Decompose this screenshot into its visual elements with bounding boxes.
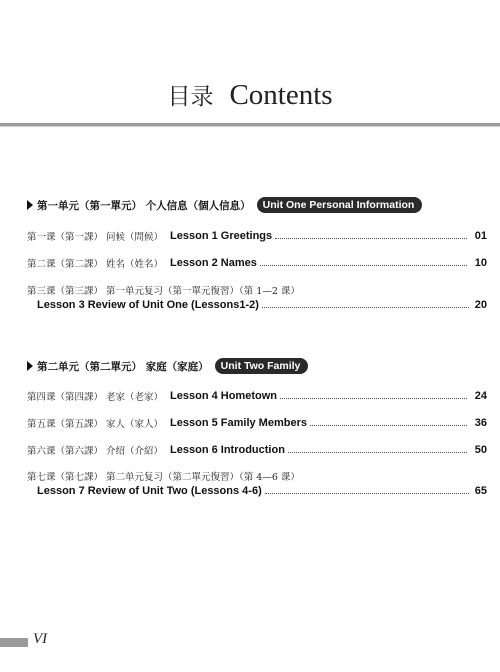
lesson-title-chinese: 第五课（第五課） 家人（家人）: [27, 419, 164, 430]
page-number: 50: [474, 444, 487, 456]
lesson-title-english: Lesson 1 Greetings: [170, 230, 273, 242]
dot-leader: [260, 265, 467, 266]
toc-entry-lesson-6[interactable]: [27, 442, 487, 458]
folio-page-number: VI: [33, 631, 48, 647]
page-number: 01: [474, 230, 487, 242]
unit-heading-2[interactable]: [27, 357, 308, 375]
toc-entry-lesson-2[interactable]: [27, 255, 487, 271]
lesson-title-chinese: 第二课（第二課） 姓名（姓名）: [27, 259, 164, 270]
lesson-title-english: Lesson 7 Review of Unit Two (Lessons 4-6): [37, 485, 262, 497]
dot-leader: [310, 425, 467, 426]
lesson-title-english: Lesson 3 Review of Unit One (Lessons1-2): [37, 299, 259, 311]
dot-leader: [262, 307, 469, 308]
title-english: Contents: [229, 79, 333, 111]
toc-entry-lesson-3-chinese: 第三课（第三課） 第一单元复习（第一單元復習）（第 1—2 课）: [27, 286, 300, 297]
toc-entry-lesson-7-chinese: 第七课（第七課） 第二单元复习（第二單元復習）（第 4—6 课）: [27, 472, 300, 483]
triangle-bullet-icon: [27, 361, 33, 371]
unit-heading-badge: Unit Two Family: [215, 358, 309, 374]
lesson-title-english: Lesson 5 Family Members: [170, 417, 307, 429]
page-number: 65: [474, 485, 487, 497]
footer-bar: [0, 638, 28, 647]
unit-heading-1[interactable]: [27, 196, 422, 214]
dot-leader: [275, 238, 467, 239]
page-number: 36: [474, 417, 487, 429]
lesson-title-english: Lesson 4 Hometown: [170, 390, 277, 402]
title-chinese: 目录: [167, 84, 214, 110]
unit-heading-chinese: 第一单元（第一單元） 个人信息（個人信息）: [37, 199, 251, 212]
toc-entry-lesson-7[interactable]: [37, 483, 487, 499]
dot-leader: [265, 493, 469, 494]
title-divider-shadow: [0, 126, 500, 127]
page-number: 20: [474, 299, 487, 311]
lesson-title-chinese: 第六课（第六課） 介绍（介紹）: [27, 446, 164, 457]
toc-entry-lesson-5[interactable]: [27, 415, 487, 431]
triangle-bullet-icon: [27, 200, 33, 210]
lesson-title-chinese: 第四课（第四課） 老家（老家）: [27, 392, 164, 403]
dot-leader: [288, 452, 467, 453]
unit-heading-badge: Unit One Personal Information: [257, 197, 423, 213]
toc-entry-lesson-1[interactable]: [27, 228, 487, 244]
page-title: [0, 76, 500, 115]
lesson-title-chinese: 第一课（第一課） 问候（問候）: [27, 232, 164, 243]
unit-heading-chinese: 第二单元（第二單元） 家庭（家庭）: [37, 360, 209, 373]
lesson-title-english: Lesson 2 Names: [170, 257, 257, 269]
page-number: 10: [474, 257, 487, 269]
toc-entry-lesson-3[interactable]: [37, 297, 487, 313]
toc-entry-lesson-4[interactable]: [27, 388, 487, 404]
page-number: 24: [474, 390, 487, 402]
lesson-title-english: Lesson 6 Introduction: [170, 444, 285, 456]
dot-leader: [280, 398, 467, 399]
